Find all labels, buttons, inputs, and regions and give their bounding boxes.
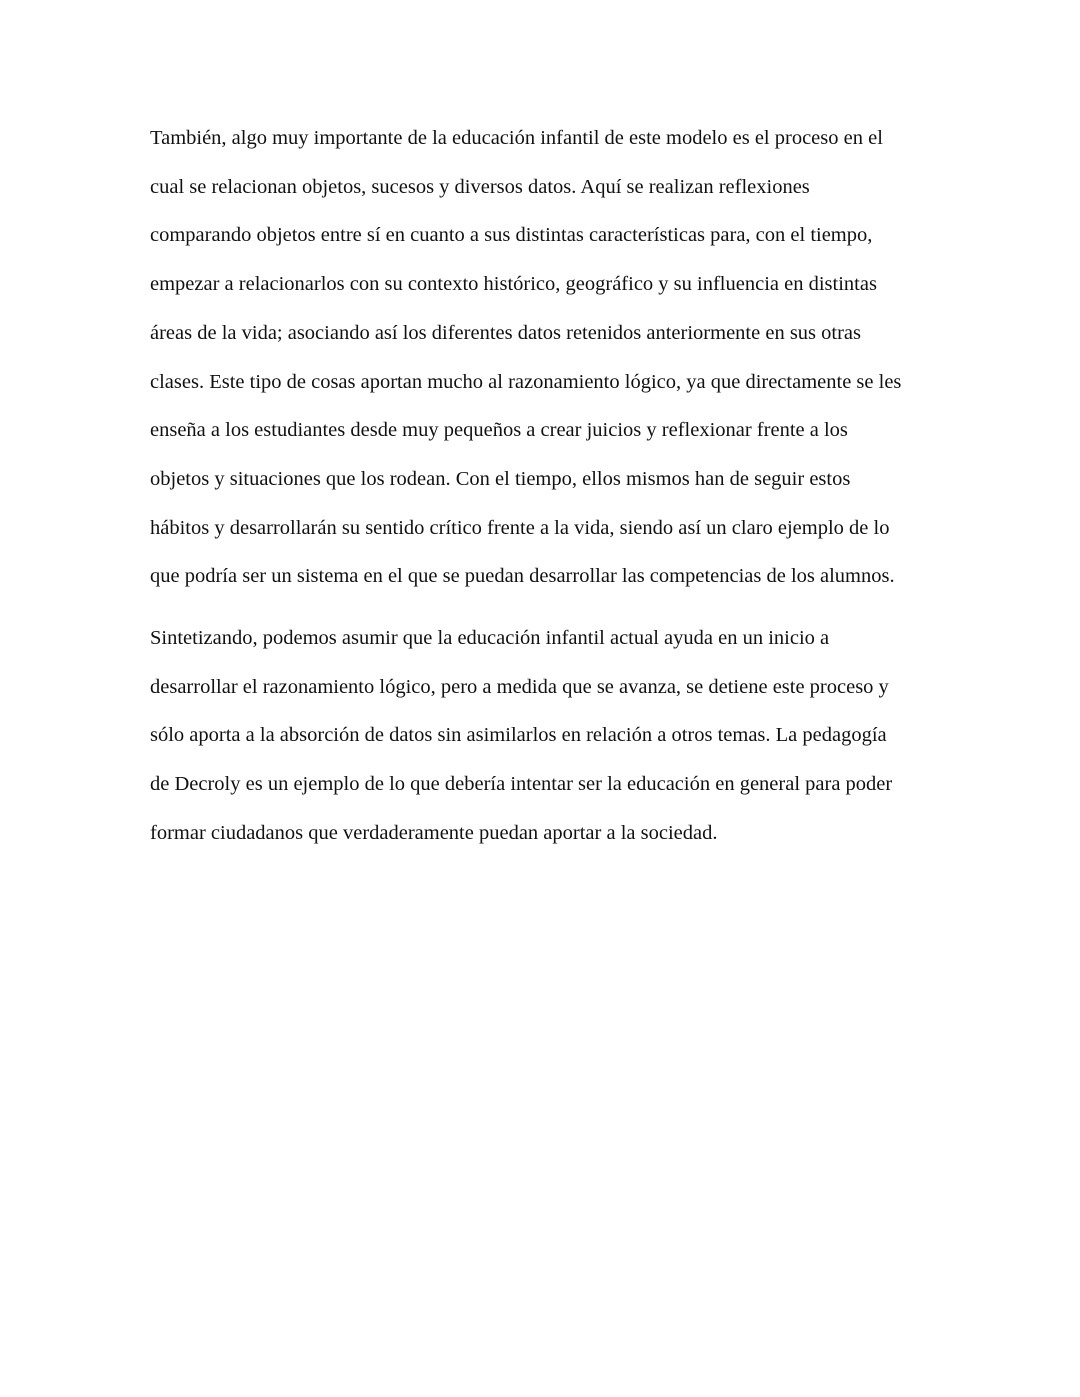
text-line: áreas de la vida; asociando así los diferentes datos retenidos anteriormente en sus otras — [150, 321, 861, 344]
paragraph-text — [150, 614, 940, 858]
text-line: hábitos y desarrollarán su sentido crítico frente a la vida, siendo así un claro ejemplo de lo — [150, 516, 890, 539]
text-line: enseña a los estudiantes desde muy pequeños a crear juicios y reflexionar frente a los — [150, 419, 848, 442]
paragraph-1 — [150, 114, 940, 601]
text-line: objetos y situaciones que los rodean. Con el tiempo, ellos mismos han de seguir estos — [150, 467, 851, 490]
text-line: que podría ser un sistema en el que se puedan desarrollar las competencias de los alumnos. — [150, 565, 895, 588]
text-line: También, algo muy importante de la educación infantil de este modelo es el proceso en el — [150, 127, 883, 149]
text-line: desarrollar el razonamiento lógico, pero a medida que se avanza, se detiene este proceso y — [150, 675, 889, 698]
text-line: Sintetizando, podemos asumir que la educación infantil actual ayuda en un inicio a — [150, 627, 830, 649]
text-line: de Decroly es un ejemplo de lo que debería intentar ser la educación en general para poder — [150, 773, 893, 796]
text-line: formar ciudadanos que verdaderamente puedan aportar a la sociedad. — [150, 821, 718, 844]
text-line: sólo aporta a la absorción de datos sin asimilarlos en relación a otros temas. La pedagogía — [150, 724, 887, 747]
paragraph-2 — [150, 614, 940, 858]
text-line: empezar a relacionarlos con su contexto histórico, geográfico y su influencia en distintas — [150, 273, 877, 296]
text-line: cual se relacionan objetos, sucesos y diversos datos. Aquí se realizan reflexiones — [150, 175, 810, 198]
paragraph-text — [150, 114, 940, 601]
text-line: clases. Este tipo de cosas aportan mucho al razonamiento lógico, ya que directamente se les — [150, 370, 902, 393]
text-line: comparando objetos entre sí en cuanto a sus distintas características para, con el tiempo, — [150, 224, 873, 247]
